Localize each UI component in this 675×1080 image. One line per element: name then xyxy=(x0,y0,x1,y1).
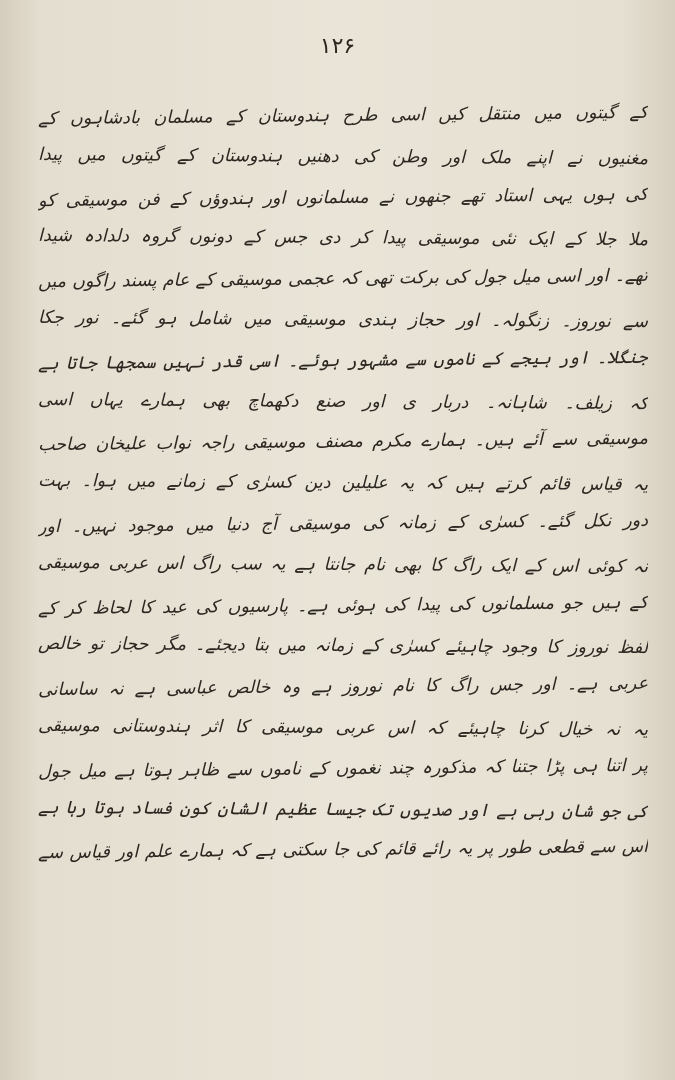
text-line: دور نکل گئے۔ کسرٰی کے زمانہ کی موسیقی آج دنیا میں موجود نہیں۔ اور xyxy=(37,510,649,538)
text-line: کے گیتوں میں منتقل کیں اسی طرح ہندوستان کے مسلمان بادشاہوں کے xyxy=(37,102,649,130)
text-line: پر اتنا ہی پڑا جتنا کہ مذکورہ چند نغموں کے ناموں سے ظاہر ہوتا ہے میل جول xyxy=(37,755,649,782)
page-number: ۱۲۶ xyxy=(319,34,356,59)
text-line: لفظ نوروز کا وجود چاہیئے کسرٰی کے زمانہ میں بتا دیجئے۔ مگر حجاز تو خالص xyxy=(37,634,649,659)
text-line: سے نوروز۔ زنگولہ۔ اور حجاز ہندی موسیقی میں شامل ہو گئے۔ نور جکا xyxy=(37,307,649,333)
urdu-text-body xyxy=(38,96,648,871)
text-line: تھے۔ اور اسی میل جول کی برکت تھی کہ عجمی موسیقی کے عام پسند راگوں میں xyxy=(37,265,649,293)
text-line: کی جو شان رہی ہے اور صدیوں تک جیسا عظیم الشان کون فساد ہوتا رہا ہے xyxy=(37,797,649,822)
text-line: یہ نہ خیال کرنا چاہیئے کہ اس عربی موسیقی کا اثر ہندوستانی موسیقی xyxy=(37,715,649,741)
text-line: ملا جلا کے ایک نئی موسیقی پیدا کر دی جس کے دونوں گروہ دلدادہ شیدا xyxy=(37,226,649,251)
text-line: جنگلا۔ اور ہیجے کے ناموں سے مشہور ہوئے۔ اسی قدر نہیں سمجھا جاتا ہے xyxy=(37,347,649,374)
text-line: عربی ہے۔ اور جس راگ کا نام نوروز ہے وہ خالص عباسی ہے نہ ساسانی xyxy=(37,673,649,701)
text-line: اس سے قطعی طور پر یہ رائے قائم کی جا سکتی ہے کہ ہمارے علم اور قیاس سے xyxy=(37,837,649,864)
text-line: مغنیوں نے اپنے ملک اور وطن کی دھنیں ہندوستان کے گیتوں میں پیدا xyxy=(37,144,649,169)
text-line: یہ قیاس قائم کرتے ہیں کہ یہ علیلین دین کسرٰی کے زمانے میں ہوا۔ بہت xyxy=(37,471,649,496)
text-line: نہ کوئی اس کے ایک راگ کا بھی نام جانتا ہے یہ سب راگ اس عربی موسیقی xyxy=(37,552,649,577)
text-line: کی ہوں یہی استاد تھے جنھوں نے مسلمانوں اور ہندوؤں کے فن موسیقی کو xyxy=(37,184,649,211)
text-line: کہ زیلف۔ شاہانہ۔ دربار ی اور صنع دکھماچ بھی ہمارے یہاں اسی xyxy=(37,389,649,414)
text-line: کے ہیں جو مسلمانوں کی پیدا کی ہوئی ہے۔ پارسیوں کی عید کا لحاظ کر کے xyxy=(37,592,649,619)
text-line: موسیقی سے آئے ہیں۔ ہمارے مکرم مصنف موسیقی راجہ نواب علیخان صاحب xyxy=(37,429,649,456)
